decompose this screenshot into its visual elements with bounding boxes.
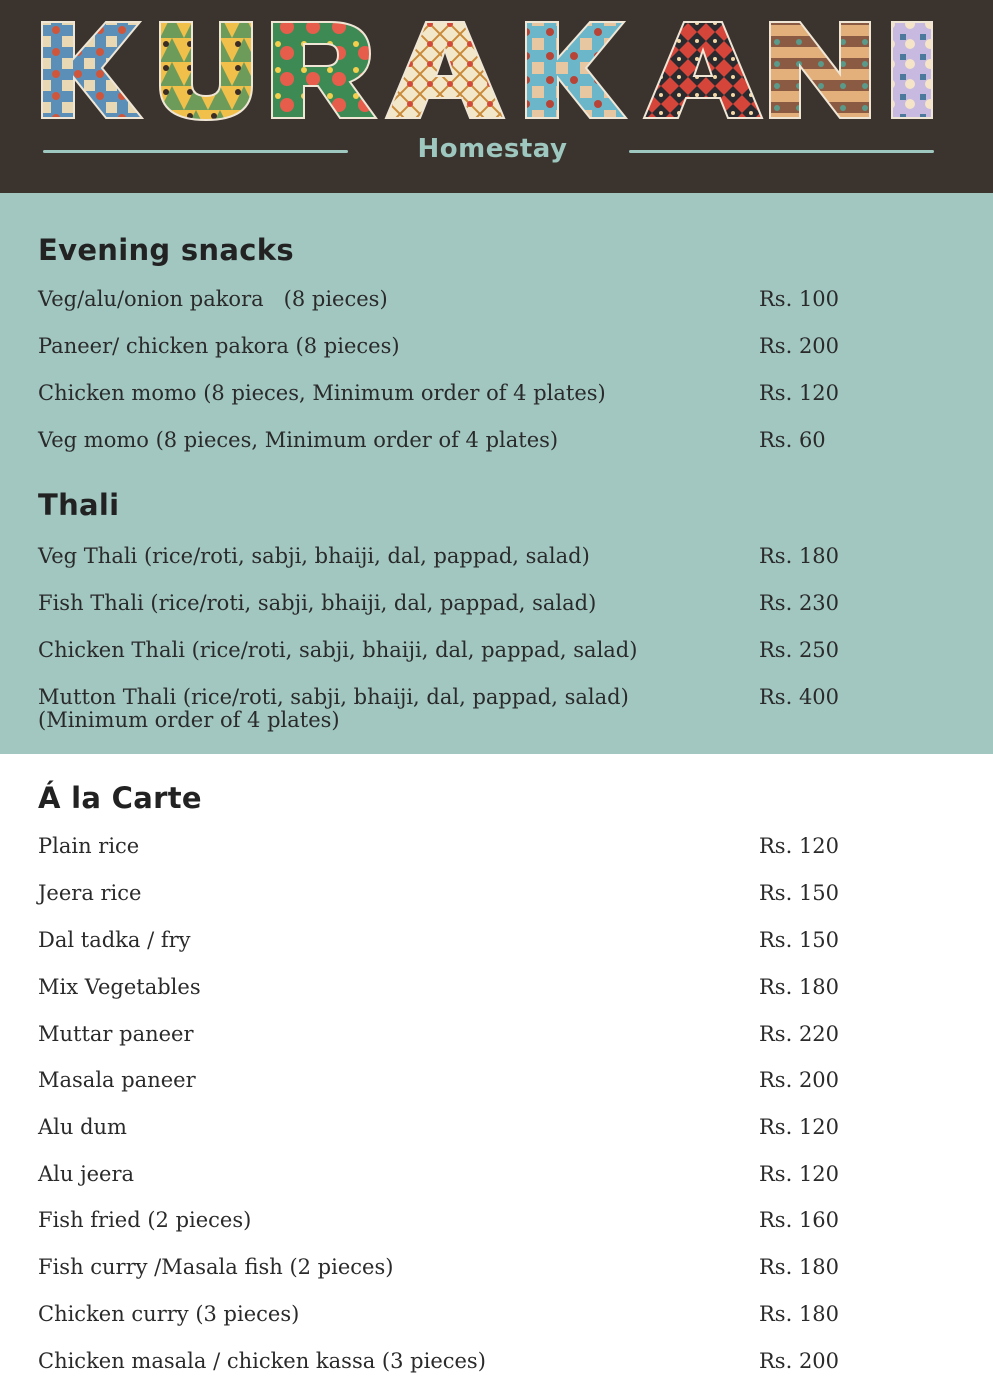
logo-letter-k2 xyxy=(526,22,626,118)
item-name: Chicken masala / chicken kassa (3 pieces) xyxy=(38,1349,486,1373)
menu-item xyxy=(38,1068,938,1098)
section-title-a-la-carte: Á la Carte xyxy=(38,781,202,815)
menu-item xyxy=(38,1302,938,1332)
item-name: Fish Thali (rice/roti, sabji, bhaiji, dal, pappad, salad) xyxy=(38,591,597,615)
item-price: Rs. 200 xyxy=(759,1068,840,1092)
item-price: Rs. 160 xyxy=(759,1208,840,1232)
menu-item xyxy=(38,1349,938,1379)
item-price: Rs. 120 xyxy=(759,1162,840,1186)
item-name: Veg/alu/onion pakora (8 pieces) xyxy=(38,287,388,311)
item-name: Fish curry /Masala fish (2 pieces) xyxy=(38,1255,394,1279)
item-price: Rs. 250 xyxy=(759,638,840,662)
item-name: Dal tadka / fry xyxy=(38,928,191,952)
subtitle-line-right xyxy=(629,150,934,153)
header-banner xyxy=(0,0,993,193)
item-price: Rs. 230 xyxy=(759,591,840,615)
logo-letter-r xyxy=(272,22,376,118)
item-price: Rs. 150 xyxy=(759,928,840,952)
item-price: Rs. 150 xyxy=(759,881,840,905)
logo-letter-a2 xyxy=(644,22,762,118)
menu-item xyxy=(38,834,938,864)
item-name: Veg momo (8 pieces, Minimum order of 4 plates) xyxy=(38,428,559,452)
menu-item xyxy=(38,685,938,737)
logo-letter-i xyxy=(892,22,932,118)
subtitle-line-left xyxy=(43,150,348,153)
item-name: Muttar paneer xyxy=(38,1022,194,1046)
logo-letter-u xyxy=(160,22,252,120)
item-name: Mutton Thali (rice/roti, sabji, bhaiji, dal, pappad, salad) xyxy=(38,685,629,709)
menu-item xyxy=(38,928,938,958)
menu-item xyxy=(38,638,938,668)
menu-item xyxy=(38,881,938,911)
logo-letter-n xyxy=(770,22,870,118)
kurakani-logo xyxy=(40,14,936,124)
teal-band xyxy=(0,193,993,754)
section-title-thali: Thali xyxy=(38,488,120,522)
subtitle: Homestay xyxy=(417,134,568,164)
logo-letter-k xyxy=(42,22,142,118)
item-name: Chicken Thali (rice/roti, sabji, bhaiji, dal, pappad, salad) xyxy=(38,638,638,662)
item-name: Veg Thali (rice/roti, sabji, bhaiji, dal, pappad, salad) xyxy=(38,544,590,568)
menu-item xyxy=(38,1255,938,1285)
item-name: Mix Vegetables xyxy=(38,975,201,999)
item-price: Rs. 120 xyxy=(759,1115,840,1139)
item-price: Rs. 200 xyxy=(759,334,840,358)
item-name: Chicken momo (8 pieces, Minimum order of 4 plates) xyxy=(38,381,606,405)
menu-item xyxy=(38,544,938,574)
item-price: Rs. 180 xyxy=(759,544,840,568)
item-price: Rs. 220 xyxy=(759,1022,840,1046)
item-name: Fish fried (2 pieces) xyxy=(38,1208,252,1232)
menu-item xyxy=(38,975,938,1005)
item-price: Rs. 200 xyxy=(759,1349,840,1373)
item-price: Rs. 180 xyxy=(759,975,840,999)
menu-item xyxy=(38,591,938,621)
menu-item xyxy=(38,334,938,364)
menu-item xyxy=(38,428,938,458)
item-name: Paneer/ chicken pakora (8 pieces) xyxy=(38,334,400,358)
menu-item xyxy=(38,381,938,411)
item-price: Rs. 180 xyxy=(759,1255,840,1279)
item-price: Rs. 120 xyxy=(759,381,840,405)
item-price: Rs. 180 xyxy=(759,1302,840,1326)
menu-item xyxy=(38,1208,938,1238)
item-price: Rs. 60 xyxy=(759,428,826,452)
item-name: Alu dum xyxy=(38,1115,127,1139)
menu-item xyxy=(38,1162,938,1192)
item-price: Rs. 120 xyxy=(759,834,840,858)
section-title-evening-snacks: Evening snacks xyxy=(38,233,294,267)
item-name: Chicken curry (3 pieces) xyxy=(38,1302,300,1326)
menu-item xyxy=(38,1115,938,1145)
item-name: Jeera rice xyxy=(38,881,142,905)
item-name: Plain rice xyxy=(38,834,140,858)
item-note: (Minimum order of 4 plates) xyxy=(38,708,340,732)
logo-letter-a xyxy=(386,22,504,118)
item-price: Rs. 100 xyxy=(759,287,840,311)
item-name: Alu jeera xyxy=(38,1162,135,1186)
item-name: Masala paneer xyxy=(38,1068,196,1092)
item-price: Rs. 400 xyxy=(759,685,840,709)
menu-item xyxy=(38,1022,938,1052)
menu-item xyxy=(38,287,938,317)
